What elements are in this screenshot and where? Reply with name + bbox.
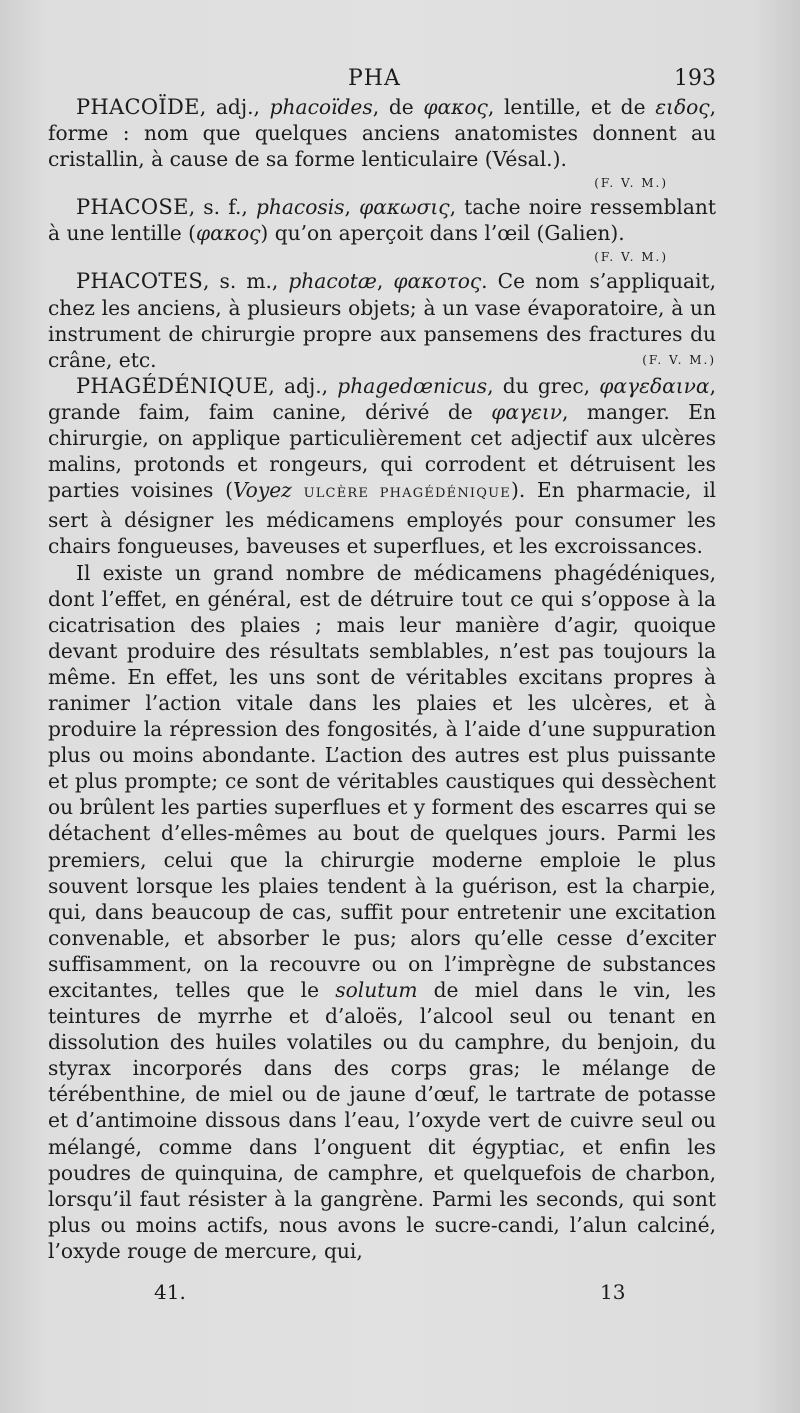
italic-term: φακος xyxy=(195,221,261,246)
entry-headword: PHACOTES xyxy=(76,269,204,294)
italic-term: Voyez xyxy=(232,478,292,503)
italic-term: phacoïdes xyxy=(269,95,373,119)
entry-paragraph: Il existe un grand nombre de médicamens phagédéniques, dont l’effet, en général, est de détruire tout ce qui s’oppose à la cicatrisation des plaies ; mais leur manière d’agir, quoique devant produire des résultats semblables, n’est pas toujours la même. En effet, les uns sont de véritables excitans propres à ranimer l’action vitale dans les plaies et les ulcères, et à produire la répression des fongosités, à l’aide d’une suppuration plus ou moins abondante. L’action des autres est plus puissante et plus prompte; ce sont de véritables caustiques qui dessèchent ou brûlent les parties superflues et y forment des escarres qui se détachent d’elles-mêmes au bout de quelques jours. Parmi les premiers, celui que la chirurgie moderne emploie le plus souvent lorsque les plaies tendent à la guérison, est la charpie, qui, dans beaucoup de cas, suffit pour entretenir une excitation convenable, et absorber le pus; alors qu’elle cesse d’exciter suffisamment, on la recouvre ou on l’imprègne de substances excitantes, telles que le solutum de miel dans le vin, les teintures de myrrhe et d’aloës, l’alcool seul ou tenant en dissolution des huiles volatiles ou du camphre, du benjoin, du styrax incorporés dans des corps gras; le mélange de térébenthine, de miel ou de jaune d’œuf, le tartrate de potasse et d’antimoine dissous dans l’eau, l’oxyde vert de cuivre seul ou mélangé, comme dans l’onguent dit égyptiac, et enfin les poudres de quinquina, de camphre, et quelquefois de charbon, lorsqu’il faut résister à la gangrène. Parmi les seconds, qui sont plus ou moins actifs, nous avons le sucre-candi, l’alun calciné, l’oxyde rouge de mercure, qui, xyxy=(48,560,716,1263)
italic-term: phacotæ xyxy=(288,269,377,294)
italic-term: ειδος xyxy=(655,95,710,119)
dictionary-entry: PHACOÏDE, adj., phacoïdes, de φακος, lentille, et de ειδος, forme : nom que quelques anciens anatomistes donnent au cristallin, à cause de sa forme lenticulaire (Vésal.). xyxy=(48,95,716,172)
running-head: PHA xyxy=(348,66,401,91)
signature-mark-left: 41. xyxy=(154,1280,186,1304)
dictionary-text xyxy=(48,94,716,1264)
author-initials: (F. V. M.) xyxy=(594,250,668,265)
italic-term: phagedœnicus xyxy=(337,373,488,398)
page-footer xyxy=(48,1280,716,1310)
page-header xyxy=(48,58,716,92)
page-number: 193 xyxy=(674,66,716,91)
italic-term: φακος xyxy=(423,95,488,119)
dictionary-entry: PHACOTES, s. m., phacotæ, φακοτος. Ce nom s’appliquait, chez les anciens, à plusieurs objets; à un vase évaporatoire, à un instrument de chirurgie propre aux pansemens des fractures du crâne, etc. (F. V. M.) xyxy=(48,269,716,372)
italic-term: solutum xyxy=(335,978,418,1002)
dictionary-entry: PHAGÉDÉNIQUE, adj., phagedœnicus, du grec, φαγεδαινα, grande faim, faim canine, dérivé de φαγειν, manger. En chirurgie, on applique particulièrement cet adjectif aux ulcères malins, protonds et rongeurs, qui corrodent et détruisent les parties voisines (Voyez ULCÈRE PHAGÉDÉNIQUE). En pharmacie, il sert à désigner les médicamens employés pour consumer les chairs fongueuses, baveuses et superflues, et les excroissances. xyxy=(48,373,717,559)
entry-headword: PHACOSE xyxy=(76,195,189,220)
italic-term: φαγεδαινα xyxy=(599,373,710,398)
italic-term: φακωσις xyxy=(359,195,450,220)
entry-headword: PHAGÉDÉNIQUE xyxy=(76,373,269,398)
signature-mark-right: 13 xyxy=(600,1280,626,1304)
italic-term: phacosis xyxy=(255,195,345,220)
cross-reference: ULCÈRE PHAGÉDÉNIQUE xyxy=(303,486,511,502)
italic-term: φαγειν xyxy=(491,399,563,424)
dictionary-entry: PHACOSE, s. f., phacosis, φακωσις, tache noire ressemblant à une lentille (φακος) qu’on aperçoit dans l’œil (Galien). xyxy=(48,195,716,246)
italic-term: φακοτος xyxy=(393,269,482,294)
author-initials: (F. V. M.) xyxy=(594,176,668,191)
entry-headword: PHACOÏDE xyxy=(76,95,200,119)
author-initials: (F. V. M.) xyxy=(642,352,716,367)
